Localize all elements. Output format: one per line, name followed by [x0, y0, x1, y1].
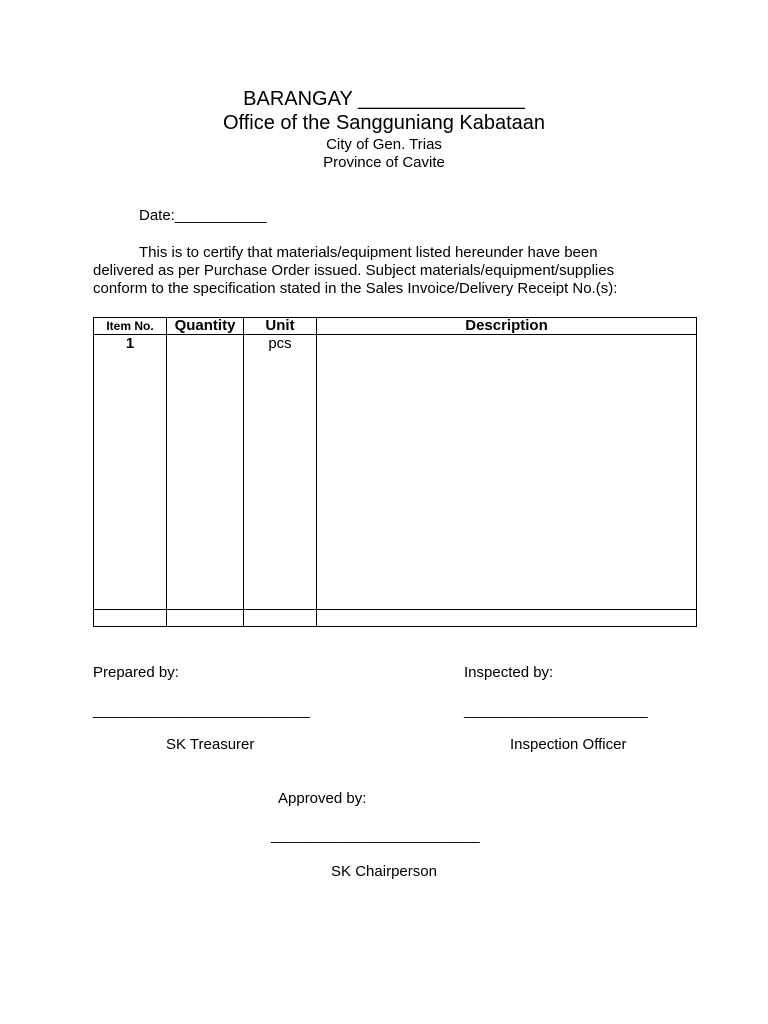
header-unit: Unit	[244, 318, 317, 335]
certification-line-1: This is to certify that materials/equipment listed hereunder have been	[139, 244, 598, 261]
inspected-by-role: Inspection Officer	[510, 736, 627, 753]
cell-unit: pcs	[244, 335, 317, 610]
inspected-by-label: Inspected by:	[464, 664, 554, 681]
cell-quantity	[167, 335, 244, 610]
certification-line-3: conform to the specification stated in the Sales Invoice/Delivery Receipt No.(s):	[93, 280, 618, 297]
cell-item-no: 1	[94, 335, 167, 610]
approved-by-signature-line: _________________________	[271, 827, 480, 844]
office-title: Office of the Sangguniang Kabataan	[222, 112, 546, 134]
header-quantity: Quantity	[167, 318, 244, 335]
approved-by-label: Approved by:	[278, 790, 367, 807]
approved-by-role: SK Chairperson	[331, 863, 437, 880]
certification-paragraph	[93, 244, 703, 298]
prepared-by-role: SK Treasurer	[166, 736, 255, 753]
province-line: Province of Cavite	[323, 154, 445, 171]
empty-cell	[317, 610, 697, 627]
barangay-title: BARANGAY _______________	[243, 88, 525, 110]
table-row	[94, 335, 697, 610]
cell-description	[317, 335, 697, 610]
inspected-by-signature-line: ______________________	[464, 702, 648, 719]
table-header-row	[94, 318, 697, 335]
header-description: Description	[317, 318, 697, 335]
prepared-by-signature-line: __________________________	[93, 702, 310, 719]
prepared-by-label: Prepared by:	[93, 664, 179, 681]
empty-cell	[244, 610, 317, 627]
items-table	[93, 317, 697, 627]
city-line: City of Gen. Trias	[326, 136, 442, 153]
table-row-empty	[94, 610, 697, 627]
certification-line-2: delivered as per Purchase Order issued. Subject materials/equipment/supplies	[93, 262, 615, 279]
empty-cell	[167, 610, 244, 627]
empty-cell	[94, 610, 167, 627]
date-field: Date:___________	[139, 207, 267, 224]
header-item-no: Item No.	[94, 318, 167, 335]
